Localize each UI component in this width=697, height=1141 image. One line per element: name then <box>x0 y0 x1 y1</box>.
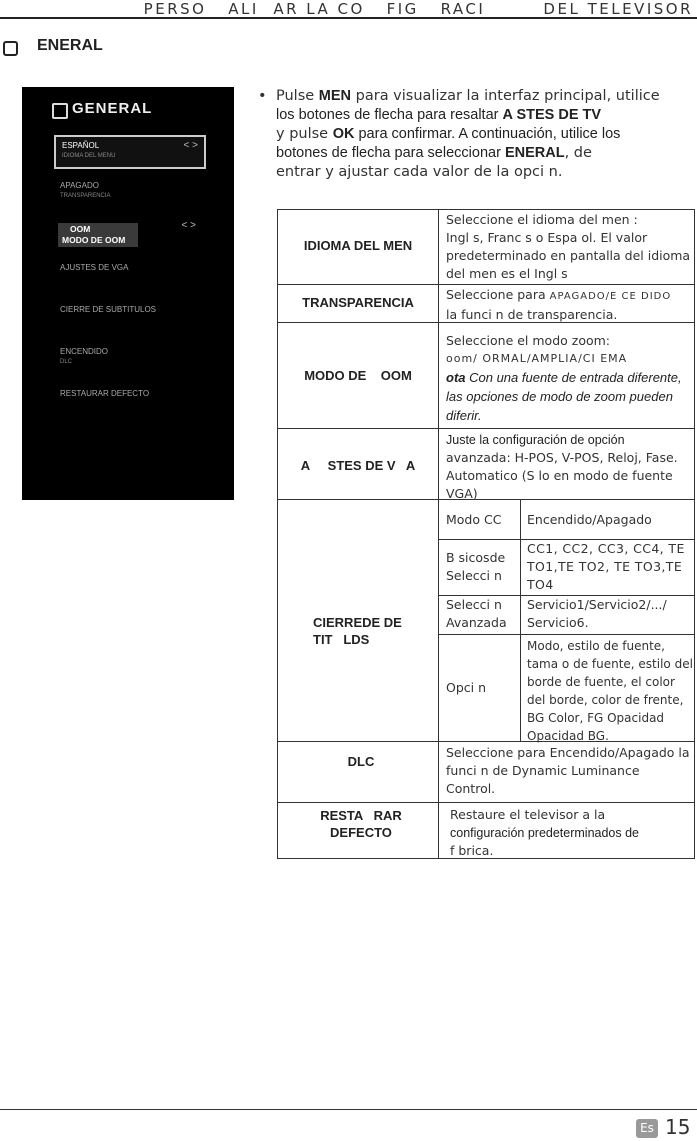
intro-bold: MEN <box>318 88 352 104</box>
label-reset: RESTA RAR DEFECTO <box>320 808 402 840</box>
label-modo-zoom: MODO DE OOM <box>304 368 412 383</box>
intro-bold: A STES DE TV <box>502 107 602 123</box>
label-vga: A STES DE V A <box>300 458 416 473</box>
desc-line: Seleccione el modo zoom: <box>446 333 611 348</box>
intro-text: para visualizar la interfaz principal, utilice <box>351 88 660 104</box>
label-idioma: IDIOMA DEL MEN <box>303 238 413 253</box>
cc-left-3: Opci n <box>446 680 487 695</box>
intro-paragraph <box>258 87 688 182</box>
menu-item-main: APAGADO <box>60 181 99 190</box>
label-cc: CIERREDE DE TIT LDS <box>313 615 402 647</box>
menu-item-main: AJUSTES DE VGA <box>60 263 129 272</box>
menu-item-main: RESTAURAR DEFECTO <box>60 389 150 398</box>
intro-text: para confirmar. A continuación, utilice los <box>354 126 621 142</box>
desc-vga <box>446 431 694 503</box>
desc-line: Juste la configuración de opción <box>446 433 625 447</box>
desc-line: del men es el Ingl s <box>446 266 568 281</box>
cc-left-1: B sicosde Selecci n <box>446 550 506 583</box>
desc-text: Seleccione para <box>446 287 550 302</box>
cc-right-1: CC1, CC2, CC3, CC4, TE TO1,TE TO2, TE TO3,TE TO4 <box>527 541 685 592</box>
menu-item-sub: IDIOMA DEL MENU <box>62 153 116 159</box>
menu-item-sub: TRANSPARENCIA <box>60 193 111 199</box>
desc-line: predeterminado en pantalla del idioma <box>446 248 691 263</box>
menu-item-language <box>54 135 206 169</box>
desc-text: la funci n de transparencia. <box>446 307 618 322</box>
menu-item-sub: DLC <box>60 359 73 365</box>
desc-line: configuración predeterminados de <box>450 826 640 840</box>
row-divider <box>278 802 694 803</box>
intro-bold: OK <box>332 126 355 142</box>
desc-dlc: Seleccione para Encendido/Apagado la funci n de Dynamic Luminance Control. <box>446 745 690 796</box>
menu-item-vga <box>54 259 202 289</box>
row-divider <box>278 284 694 285</box>
intro-text: y pulse <box>276 126 333 142</box>
intro-text: entrar y ajustar cada valor de la opci n. <box>276 164 563 180</box>
label-transparencia: TRANSPARENCIA <box>302 295 414 310</box>
menu-title: GENERAL <box>72 100 153 117</box>
arrows-icon: < > <box>181 220 196 231</box>
tv-menu-screenshot <box>22 87 234 500</box>
intro-text: botones de flecha para seleccionar <box>276 145 505 161</box>
footer-rule <box>0 1109 697 1110</box>
menu-item-transparency <box>54 177 202 207</box>
intro-bold: ENERAL <box>504 145 565 161</box>
menu-square-icon <box>52 103 68 119</box>
menu-item-reset <box>54 385 202 415</box>
desc-line: Seleccione el idioma del men : <box>446 212 638 227</box>
arrows-icon: < > <box>183 140 198 151</box>
row-divider <box>439 634 694 635</box>
zoom-line-2: MODO DE OOM <box>62 235 126 245</box>
desc-modo-zoom <box>446 332 694 425</box>
intro-text: , de <box>564 145 592 161</box>
cc-right-0: Encendido/Apagado <box>527 512 652 527</box>
intro-text: Pulse <box>276 88 319 104</box>
column-divider <box>520 499 521 741</box>
desc-options: oom/ ORMAL/AMPLIA/CI EMA <box>446 352 628 365</box>
page-number: 15 <box>665 1115 691 1139</box>
desc-reset <box>450 806 694 860</box>
bullet: • <box>258 88 267 104</box>
cc-left-2: Selecci n Avanzada <box>446 597 507 630</box>
section-title: ENERAL <box>37 37 103 54</box>
note-text: Con una fuente de entrada diferente, las opciones de modo de zoom pueden diferir. <box>446 370 682 423</box>
menu-item-main: ESPAÑOL <box>62 141 100 150</box>
menu-item-dlc <box>54 343 202 373</box>
desc-line: avanzada: H-POS, V-POS, Reloj, Fase. Automatico (S lo en modo de fuente VGA) <box>446 450 678 501</box>
page-header: PERSO ALI AR LA CO FIG RACI DEL TELEVISOR <box>143 0 693 18</box>
language-badge: Es <box>636 1119 658 1138</box>
desc-options: APAGADO/E CE DIDO <box>549 291 672 302</box>
menu-item-cc <box>54 301 202 331</box>
settings-table <box>277 209 695 859</box>
zoom-line-1: OOM <box>70 224 91 234</box>
note-label: ota <box>446 370 466 385</box>
cc-right-3: Modo, estilo de fuente, tama o de fuente, estilo del borde de fuente, el color del borde, color de frente, BG Color, FG Opacidad Opacidad BG. <box>527 639 693 743</box>
cc-left-0: Modo CC <box>446 512 502 527</box>
desc-idioma <box>446 211 694 283</box>
zoom-callout <box>58 223 138 247</box>
desc-transparencia <box>446 286 694 324</box>
menu-item-main: ENCENDIDO <box>60 347 109 356</box>
desc-line: Ingl s, Franc s o Espa ol. El valor <box>446 230 648 245</box>
menu-item-main: CIERRE DE SUBTITULOS <box>60 305 157 314</box>
intro-text: los botones de flecha para resaltar <box>276 107 503 123</box>
desc-line: Restaure el televisor a la <box>450 807 606 822</box>
label-dlc: DLC <box>347 754 375 769</box>
row-divider <box>278 428 694 429</box>
desc-line: f brica. <box>450 843 494 858</box>
section-box-icon <box>3 41 18 56</box>
cc-right-2: Servicio1/Servicio2/.../ Servicio6. <box>527 597 667 630</box>
